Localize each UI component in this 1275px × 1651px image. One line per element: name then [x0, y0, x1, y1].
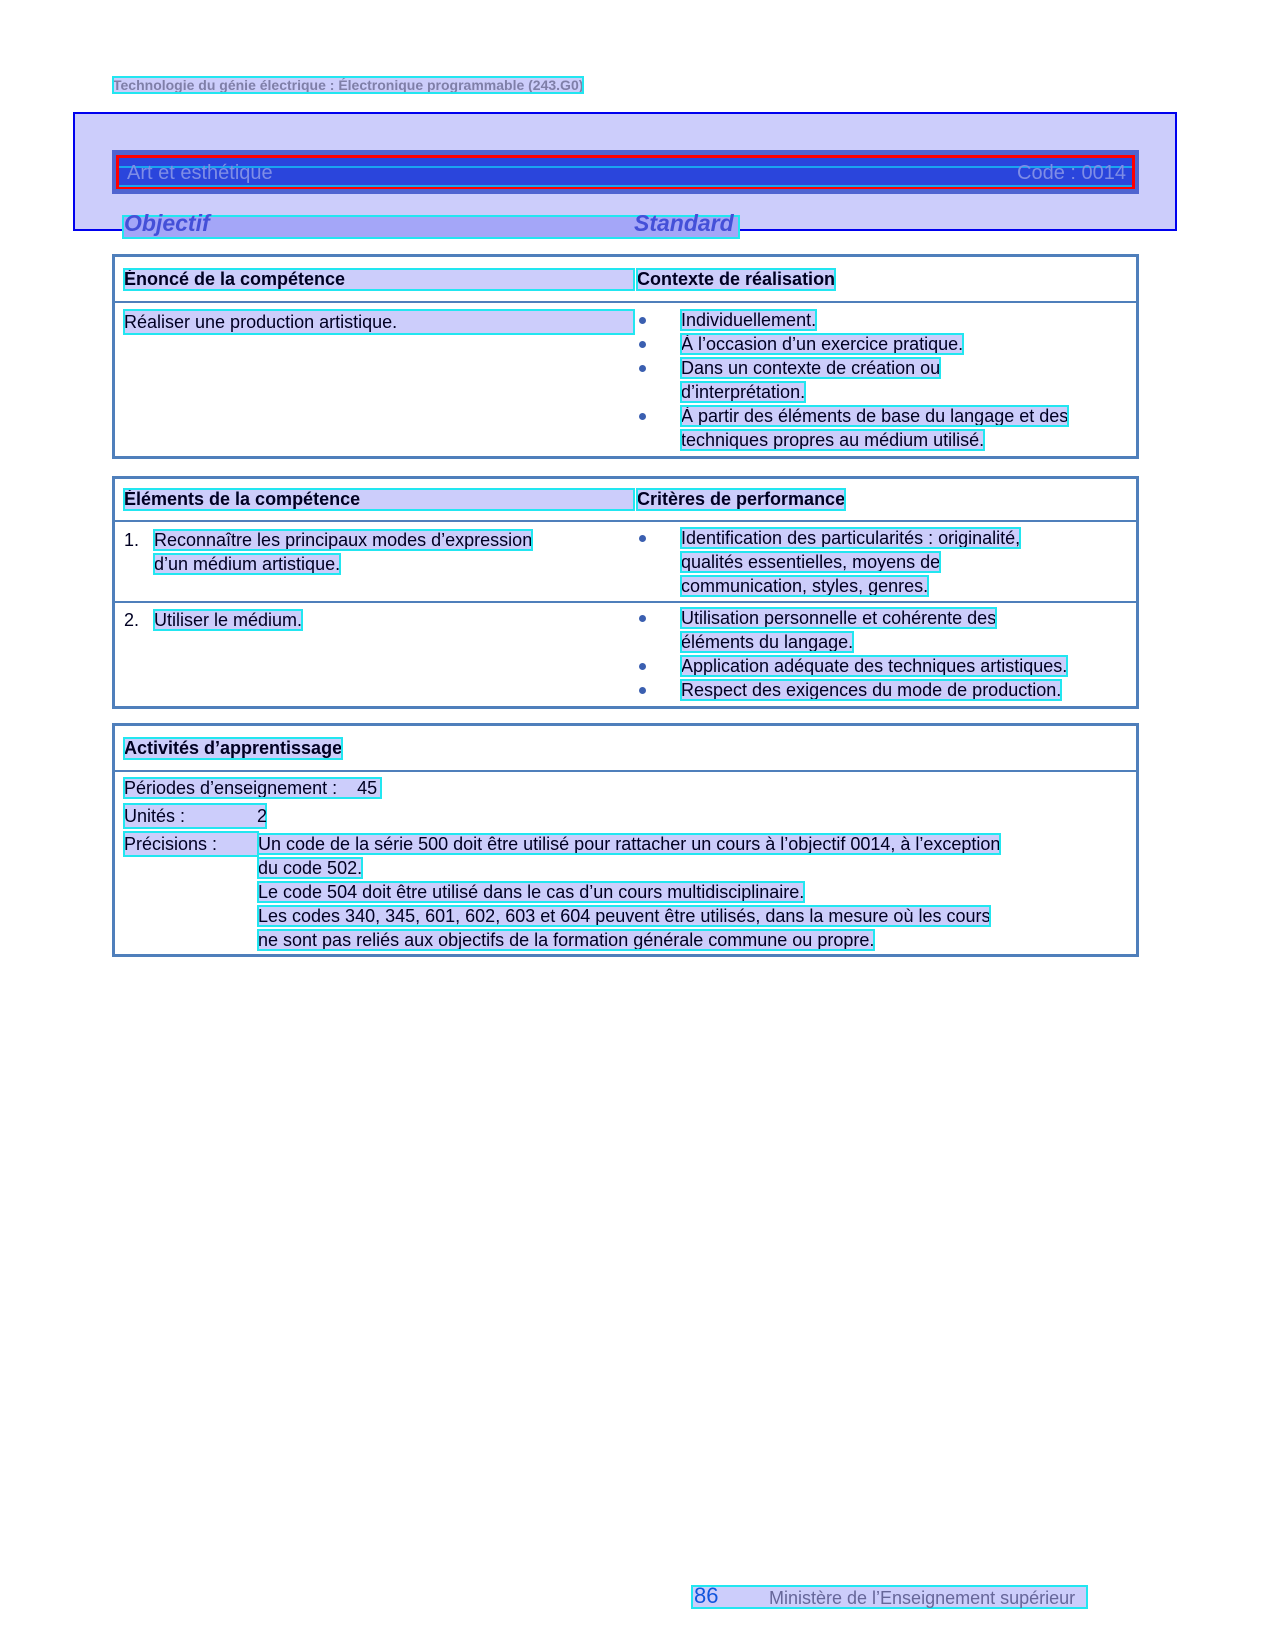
- context-list: [637, 308, 1068, 452]
- list-item: Application adéquate des techniques artistiques.: [637, 654, 1067, 678]
- criteria-list: [637, 526, 1020, 598]
- criteria-list: [637, 606, 1067, 702]
- elements-table: [112, 476, 1139, 709]
- list-item: Respect des exigences du mode de production.: [637, 678, 1067, 702]
- bullet-icon: [639, 687, 646, 694]
- header-elements: Éléments de la compétence: [124, 489, 634, 510]
- competence-table: [112, 254, 1139, 459]
- precisions-block: [124, 832, 1000, 952]
- list-item: Identification des particularités : originalité, qualités essentielles, moyens de communication, styles, genres.: [637, 526, 1020, 598]
- bullet-icon: [639, 615, 646, 622]
- bullet-icon: [639, 317, 646, 324]
- activities-table: [112, 723, 1139, 957]
- units-line: [124, 804, 1000, 832]
- header-enonce: Énoncé de la compétence: [124, 269, 634, 290]
- table-header-row: [115, 726, 1136, 770]
- table-row: [115, 601, 1136, 706]
- table-header-row: [115, 479, 1136, 520]
- running-header: Technologie du génie électrique : Électronique programmable (243.G0): [113, 77, 584, 93]
- list-item: Dans un contexte de création ou d’interprétation.: [637, 356, 1068, 404]
- units-value: 2: [257, 806, 268, 826]
- precisions-label: Précisions :: [124, 832, 258, 856]
- list-item: À l’occasion d’un exercice pratique.: [637, 332, 1068, 356]
- objectif-label: Objectif: [124, 210, 210, 236]
- header-activites: Activités d’apprentissage: [124, 738, 343, 758]
- standard-label: Standard: [634, 210, 734, 236]
- header-contexte: Contexte de réalisation: [637, 269, 836, 289]
- title-bar-inner: [116, 155, 1135, 189]
- bullet-icon: [639, 341, 646, 348]
- table-header-row: [115, 257, 1136, 301]
- precisions-lines: Un code de la série 500 doit être utilisé pour rattacher un cours à l’objectif 0014, à l’exception du code 502. Le code 504 doit être utilisé dans le cas d’un cours multidisciplinaire. Les codes 340, 345, 601, 602, 603 et 604 peuvent être utilisés, dans la mesure où les cours ne sont pas reliés aux objectifs de la formation générale commune ou propre.: [258, 834, 1001, 950]
- activities-body: [115, 770, 1136, 955]
- units-label: Unités :: [124, 806, 186, 826]
- bullet-icon: [639, 365, 646, 372]
- competence-title: Art et esthétique: [127, 162, 273, 184]
- element-item-1: 1. Reconnaître les principaux modes d’expression d’un médium artistique.: [124, 530, 533, 574]
- list-item: Individuellement.: [637, 308, 1068, 332]
- list-item: Utilisation personnelle et cohérente des éléments du langage.: [637, 606, 1067, 654]
- list-item: À partir des éléments de base du langage et des techniques propres au médium utilisé.: [637, 404, 1068, 452]
- element-item-2: 2. Utiliser le médium.: [124, 610, 303, 630]
- bullet-icon: [639, 663, 646, 670]
- competence-code: Code : 0014: [1017, 162, 1126, 184]
- competence-statement: Réaliser une production artistique.: [124, 310, 634, 334]
- periods-line: [124, 776, 1000, 804]
- header-criteres: Critères de performance: [637, 489, 846, 509]
- bullet-icon: [639, 535, 646, 542]
- periods-label: Périodes d’enseignement :: [124, 778, 338, 798]
- table-row: [115, 301, 1136, 453]
- page-number: 86: [694, 1583, 719, 1608]
- activities-content: [124, 776, 1000, 952]
- title-bar: [112, 150, 1139, 194]
- footer-text: Ministère de l’Enseignement supérieur: [769, 1588, 1076, 1608]
- table-row: [115, 520, 1136, 601]
- bullet-icon: [639, 413, 646, 420]
- periods-value: 45: [357, 778, 378, 798]
